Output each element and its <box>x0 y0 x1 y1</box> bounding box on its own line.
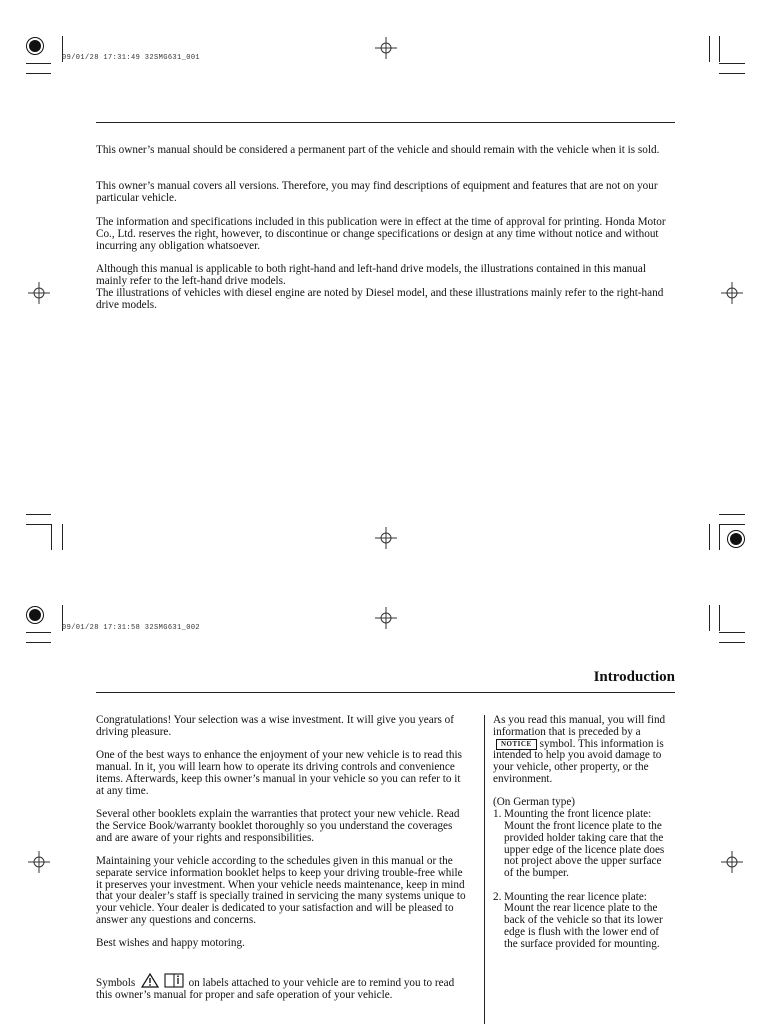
registration-crosshair <box>721 282 743 304</box>
paragraph: Maintaining your vehicle according to the schedules given in this manual or the separate service information booklet helps to keep your driving trouble-free while it preserves your investment. When your vehicle needs maintenance, keep in mind that your dealer’s staff is specially trained in servicing the many systems unique to your vehicle. Your dealer is dedicated to your satisfaction and will be pleased to answer any questions and concerns. <box>96 854 466 926</box>
registration-crosshair <box>721 851 743 873</box>
manual-book-icon <box>164 973 184 988</box>
crop-mark <box>51 524 52 550</box>
crop-mark <box>62 524 63 550</box>
crop-mark <box>26 63 51 64</box>
print-stamp: 09/01/28 17:31:58 32SMG631_002 <box>62 624 201 632</box>
list-number: 1. <box>493 808 502 821</box>
list-item-text: Mounting the front licence plate: Mount the front licence plate to the provided holder taking care that the upper edge of the licence plate does not project above the upper surface of the bumper. <box>504 808 665 880</box>
paragraph: The information and specifications included in this publication were in effect at the time of approval for printing. Honda Motor Co., Ltd. reserves the right, however, to discontinue or change specifications or design at any time without notice and without incurring any obligation whatsoever. <box>96 216 666 252</box>
paragraph: One of the best ways to enhance the enjoyment of your new vehicle is to read this manual. In it, you will learn how to operate its driving controls and convenience items. Afterwards, keep this owner’s manual in your vehicle so you can refer to it at any time. <box>96 749 462 797</box>
left-column <box>96 715 470 1013</box>
list-item-text: Mounting the rear licence plate: Mount the rear licence plate to the back of the vehicle so that its lower edge is flush with the lower end of the surface provided for mounting. <box>504 890 663 950</box>
column-divider <box>484 715 485 1024</box>
list-item <box>493 892 673 951</box>
crop-mark <box>26 632 51 633</box>
crop-mark <box>26 514 51 515</box>
symbols-paragraph <box>96 973 470 1002</box>
page-title: Introduction <box>593 669 675 685</box>
notice-intro-a: As you read this manual, you will find information that is preceded by a <box>493 714 666 738</box>
crop-mark <box>709 36 710 62</box>
registration-dot-top-left <box>29 609 41 621</box>
registration-crosshair <box>375 527 397 549</box>
crop-mark <box>719 63 745 64</box>
header-rule <box>96 692 675 693</box>
crop-mark <box>26 73 51 74</box>
paragraph: Although this manual is applicable to both right-hand and left-hand drive models, the illustrations contained in this manual mainly refer to the left-hand drive models. <box>96 263 646 287</box>
registration-crosshair <box>28 282 50 304</box>
crop-mark <box>719 514 745 515</box>
registration-dot-bottom-right <box>730 533 742 545</box>
paragraph: This owner’s manual should be considered a permanent part of the vehicle and should remain with the vehicle when it is sold. <box>96 144 660 156</box>
crop-mark <box>709 524 710 550</box>
crop-mark <box>26 524 51 525</box>
licence-plate-list <box>493 809 673 950</box>
symbols-prefix: Symbols <box>96 977 136 990</box>
warning-triangle-icon <box>141 973 159 988</box>
crop-mark <box>719 524 720 550</box>
list-item <box>493 809 673 880</box>
registration-crosshair <box>375 607 397 629</box>
crop-mark <box>719 605 720 631</box>
german-note: (On German type) <box>493 796 576 809</box>
paragraph: Best wishes and happy motoring. <box>96 937 245 950</box>
header-rule <box>96 122 675 123</box>
paragraph: The illustrations of vehicles with diesel engine are noted by Diesel model, and these illustrations mainly refer to the right-hand drive models. <box>96 287 664 311</box>
crop-mark <box>26 642 51 643</box>
crop-mark <box>709 605 710 631</box>
notice-intro-b: symbol. This information is intended to help you avoid damage to your vehicle, other property, or the environment. <box>493 737 664 785</box>
crop-mark <box>719 73 745 74</box>
crop-mark <box>719 524 745 525</box>
crop-mark <box>719 36 720 62</box>
registration-dot-top-left <box>29 40 41 52</box>
paragraph: Congratulations! Your selection was a wise investment. It will give you years of driving pleasure. <box>96 714 454 738</box>
symbols-suffix: on labels attached to your vehicle are to remind you to read this owner’s manual for proper and safe operation of your vehicle. <box>96 977 455 1001</box>
right-column <box>493 715 673 962</box>
registration-crosshair <box>375 37 397 59</box>
registration-crosshair <box>28 851 50 873</box>
paragraph: Several other booklets explain the warranties that protect your new vehicle. Read the Service Book/warranty booklet thoroughly so you understand the coverages and are aware of your rights and responsibilities. <box>96 807 460 844</box>
print-stamp: 09/01/28 17:31:49 32SMG631_001 <box>62 54 201 62</box>
crop-mark <box>719 642 745 643</box>
crop-mark <box>719 632 745 633</box>
notice-paragraph <box>493 715 673 786</box>
notice-badge: NOTICE <box>496 739 537 750</box>
list-number: 2. <box>493 890 502 903</box>
paragraph: This owner’s manual covers all versions. Therefore, you may find descriptions of equipment and features that are not on your particular vehicle. <box>96 180 658 204</box>
